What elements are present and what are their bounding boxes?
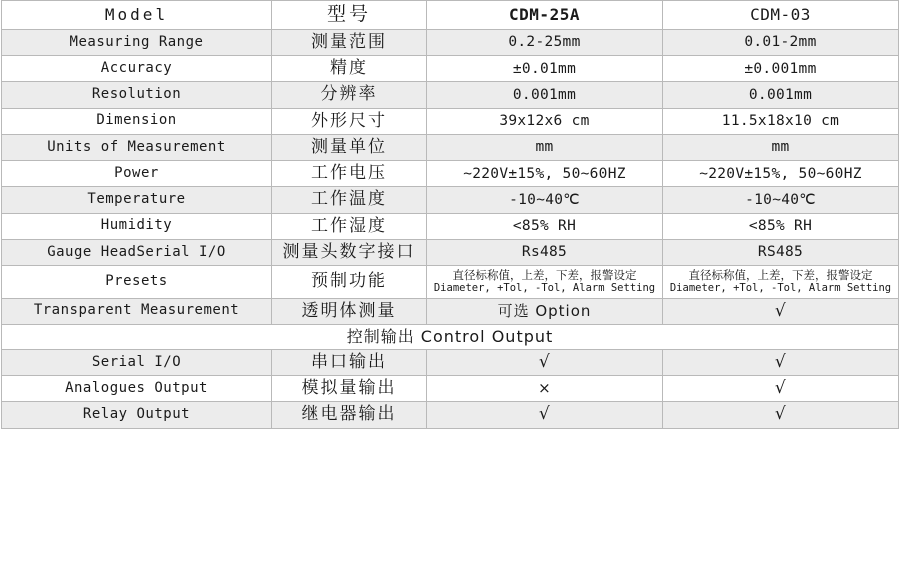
row-label-en: Serial I/O: [2, 349, 272, 375]
row-label-en: Gauge HeadSerial I/O: [2, 239, 272, 265]
table-row: [2, 82, 899, 108]
row-label-cn: 工作湿度: [272, 213, 427, 239]
row-label-en: Units of Measurement: [2, 134, 272, 160]
table-row: [2, 161, 899, 187]
value-cell-b: 0.001mm: [663, 82, 899, 108]
row-label-en: Analogues Output: [2, 376, 272, 402]
value-cell-a: ×: [427, 376, 663, 402]
value-cell-b: √: [663, 402, 899, 428]
row-label-en: Resolution: [2, 82, 272, 108]
row-label-cn: 外形尺寸: [272, 108, 427, 134]
specification-table: [1, 0, 899, 429]
row-label-en: Relay Output: [2, 402, 272, 428]
value-cell-a: CDM-25A: [427, 1, 663, 30]
table-row: [2, 29, 899, 55]
preset-line-en: Diameter, +Tol, -Tol, Alarm Setting: [433, 282, 656, 295]
preset-line-cn: 直径标称值，上差，下差，报警设定: [452, 268, 637, 282]
value-cell-a: Rs485: [427, 239, 663, 265]
row-label-cn: 测量单位: [272, 134, 427, 160]
row-label-cn: 预制功能: [272, 266, 427, 299]
value-cell-a: √: [427, 402, 663, 428]
row-label-cn: 继电器输出: [272, 402, 427, 428]
row-label-cn: 型号: [272, 1, 427, 30]
value-cell-a: ±0.01mm: [427, 56, 663, 82]
value-cell-a: √: [427, 349, 663, 375]
value-cell-b: ±0.001mm: [663, 56, 899, 82]
value-cell-a: 39x12x6 cm: [427, 108, 663, 134]
preset-line-en: Diameter, +Tol, -Tol, Alarm Setting: [669, 282, 892, 295]
table-row: [2, 402, 899, 428]
row-label-en: Presets: [2, 266, 272, 299]
value-cell-a: -10~40℃: [427, 187, 663, 213]
row-label-en: Dimension: [2, 108, 272, 134]
value-cell-a: [427, 266, 663, 299]
row-label-cn: 测量范围: [272, 29, 427, 55]
row-label-en: Model: [2, 1, 272, 30]
value-cell-b: RS485: [663, 239, 899, 265]
row-label-cn: 模拟量输出: [272, 376, 427, 402]
row-label-cn: 工作电压: [272, 161, 427, 187]
preset-line-cn: 直径标称值，上差，下差，报警设定: [688, 268, 873, 282]
table-row: [2, 266, 899, 299]
value-cell-b: 11.5x18x10 cm: [663, 108, 899, 134]
value-cell-a: mm: [427, 134, 663, 160]
table-row: [2, 213, 899, 239]
row-label-en: Humidity: [2, 213, 272, 239]
row-label-cn: 串口输出: [272, 349, 427, 375]
value-cell-b: -10~40℃: [663, 187, 899, 213]
value-cell-a: ~220V±15%, 50~60HZ: [427, 161, 663, 187]
table-row: [2, 239, 899, 265]
value-cell-b: <85% RH: [663, 213, 899, 239]
section-header-row: [2, 324, 899, 349]
table-row: [2, 298, 899, 324]
table-row: [2, 187, 899, 213]
specification-table-body: [2, 1, 899, 429]
table-row: [2, 108, 899, 134]
value-cell-a: 0.001mm: [427, 82, 663, 108]
row-label-cn: 分辨率: [272, 82, 427, 108]
table-header-row: [2, 1, 899, 30]
value-cell-b: 0.01-2mm: [663, 29, 899, 55]
row-label-en: Accuracy: [2, 56, 272, 82]
row-label-en: Measuring Range: [2, 29, 272, 55]
value-cell-b: CDM-03: [663, 1, 899, 30]
row-label-en: Transparent Measurement: [2, 298, 272, 324]
row-label-cn: 透明体测量: [272, 298, 427, 324]
table-row: [2, 56, 899, 82]
table-row: [2, 349, 899, 375]
value-cell-b: ~220V±15%, 50~60HZ: [663, 161, 899, 187]
value-cell-a: 0.2-25mm: [427, 29, 663, 55]
table-row: [2, 134, 899, 160]
value-cell-b: √: [663, 298, 899, 324]
table-row: [2, 376, 899, 402]
section-title: 控制输出 Control Output: [2, 324, 899, 349]
value-cell-b: [663, 266, 899, 299]
value-cell-b: √: [663, 376, 899, 402]
value-cell-a: <85% RH: [427, 213, 663, 239]
row-label-en: Power: [2, 161, 272, 187]
row-label-en: Temperature: [2, 187, 272, 213]
row-label-cn: 精度: [272, 56, 427, 82]
row-label-cn: 工作温度: [272, 187, 427, 213]
value-cell-a: 可选 Option: [427, 298, 663, 324]
row-label-cn: 测量头数字接口: [272, 239, 427, 265]
value-cell-b: √: [663, 349, 899, 375]
value-cell-b: mm: [663, 134, 899, 160]
